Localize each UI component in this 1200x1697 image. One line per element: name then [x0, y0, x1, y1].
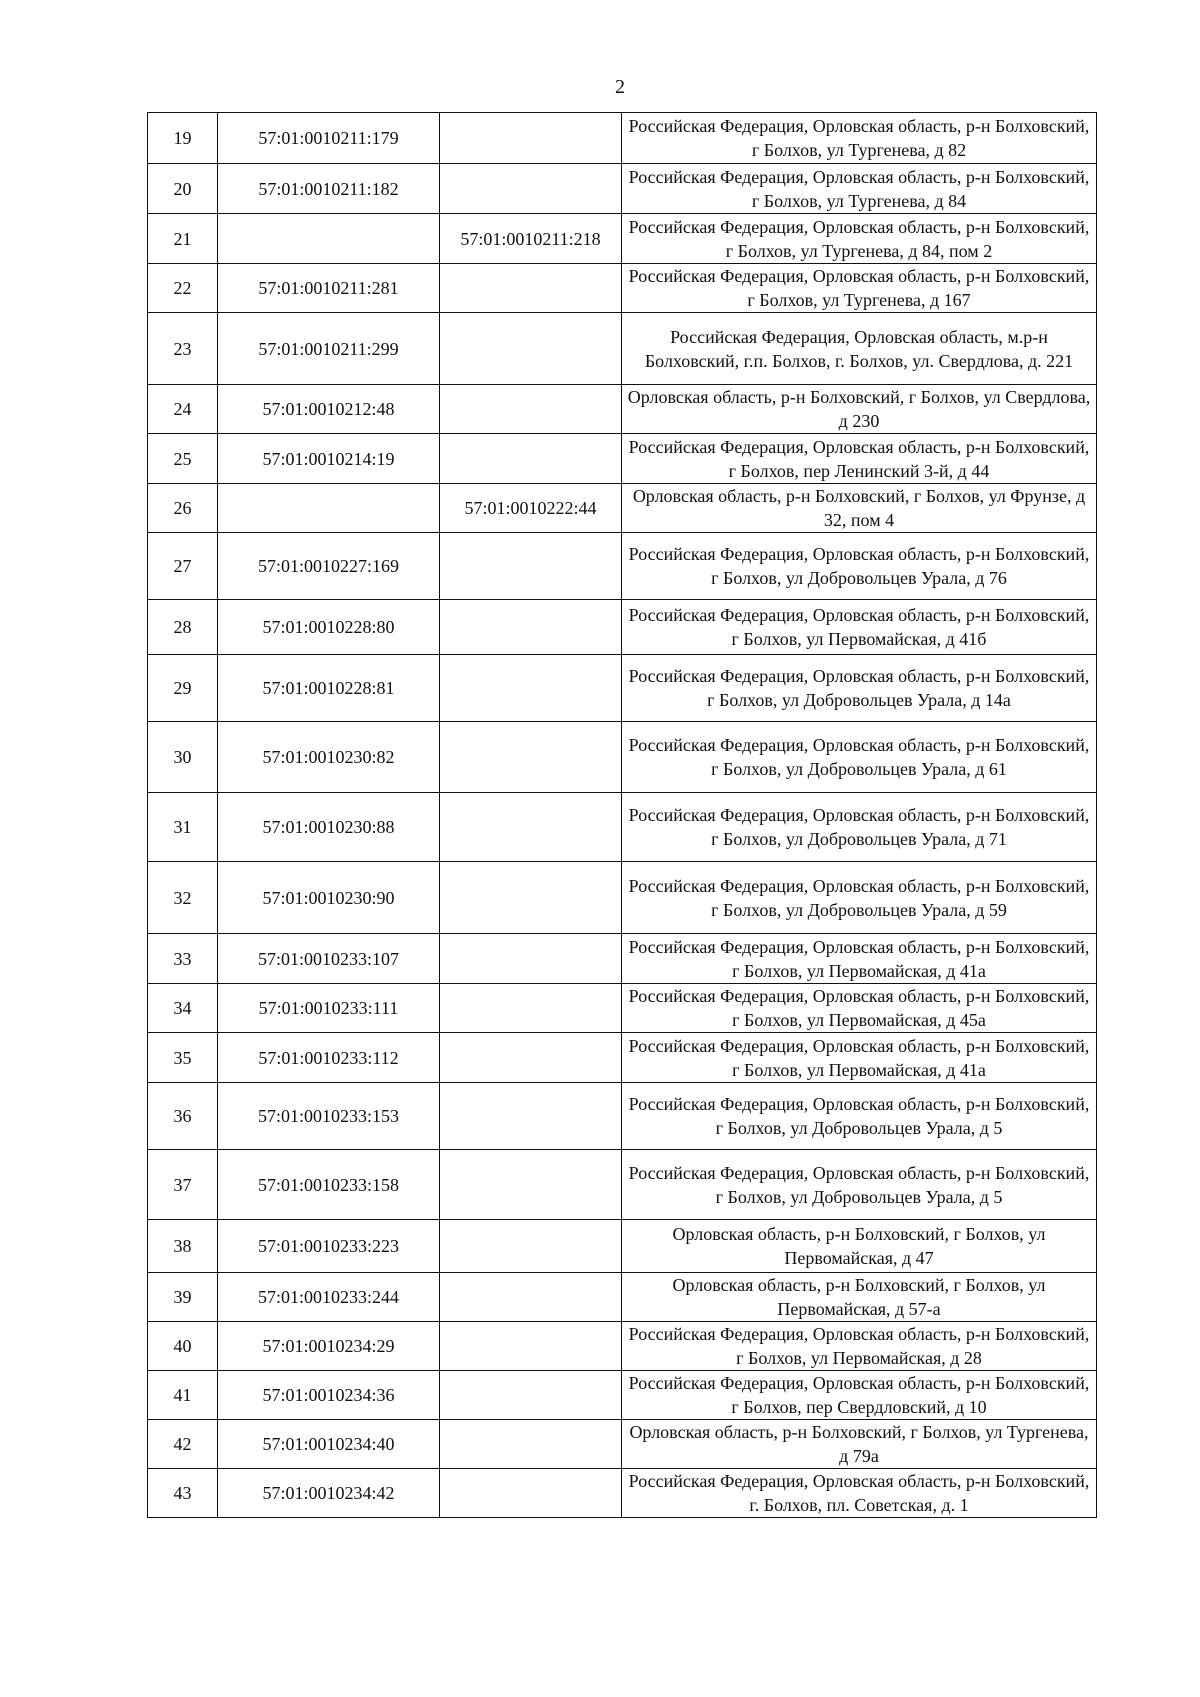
cadastral-room-cell — [440, 1150, 622, 1220]
cadastral-land-cell: 57:01:0010234:29 — [218, 1322, 440, 1371]
row-number-cell: 34 — [148, 984, 218, 1033]
address-cell: Российская Федерация, Орловская область, р-н Болховский, г Болхов, пер Ленинский 3-й, д 44 — [622, 434, 1097, 484]
address-cell: Российская Федерация, Орловская область, р-н Болховский, г Болхов, ул Добровольцев Урала, д 14а — [622, 655, 1097, 722]
address-cell: Российская Федерация, Орловская область, р-н Болховский, г Болхов, ул Добровольцев Урала, д 5 — [622, 1150, 1097, 1220]
table-row — [148, 1150, 1097, 1220]
cadastral-land-cell — [218, 214, 440, 264]
table-row — [148, 1420, 1097, 1469]
row-number-cell: 21 — [148, 214, 218, 264]
address-cell: Российская Федерация, Орловская область, р-н Болховский, г Болхов, ул Тургенева, д 84, пом 2 — [622, 214, 1097, 264]
address-cell: Российская Федерация, Орловская область, р-н Болховский, г Болхов, ул Добровольцев Урала, д 61 — [622, 722, 1097, 793]
address-cell: Орловская область, р-н Болховский, г Болхов, ул Свердлова, д 230 — [622, 385, 1097, 434]
row-number-cell: 33 — [148, 934, 218, 984]
table-row — [148, 862, 1097, 934]
cadastral-land-cell: 57:01:0010214:19 — [218, 434, 440, 484]
cadastral-land-cell: 57:01:0010230:90 — [218, 862, 440, 934]
address-cell: Российская Федерация, Орловская область, р-н Болховский, г Болхов, ул Первомайская, д 28 — [622, 1322, 1097, 1371]
address-cell: Российская Федерация, Орловская область, р-н Болховский, г Болхов, ул Тургенева, д 84 — [622, 164, 1097, 214]
row-number-cell: 22 — [148, 264, 218, 313]
table-row — [148, 385, 1097, 434]
cadastral-land-cell: 57:01:0010233:158 — [218, 1150, 440, 1220]
cadastral-room-cell — [440, 984, 622, 1033]
cadastral-room-cell — [440, 600, 622, 655]
cadastral-room-cell: 57:01:0010211:218 — [440, 214, 622, 264]
address-cell: Орловская область, р-н Болховский, г Болхов, ул Первомайская, д 57-а — [622, 1273, 1097, 1322]
table-row — [148, 1033, 1097, 1083]
cadastral-room-cell — [440, 164, 622, 214]
cadastral-room-cell — [440, 934, 622, 984]
cadastral-room-cell — [440, 1033, 622, 1083]
row-number-cell: 29 — [148, 655, 218, 722]
address-cell: Орловская область, р-н Болховский, г Болхов, ул Фрунзе, д 32, пом 4 — [622, 484, 1097, 533]
cadastral-room-cell — [440, 1469, 622, 1518]
table-row — [148, 533, 1097, 600]
address-cell: Российская Федерация, Орловская область, р-н Болховский, г Болхов, ул Добровольцев Урала, д 76 — [622, 533, 1097, 600]
registry-table — [147, 112, 1097, 1518]
row-number-cell: 31 — [148, 793, 218, 862]
cadastral-room-cell: 57:01:0010222:44 — [440, 484, 622, 533]
cadastral-land-cell: 57:01:0010230:88 — [218, 793, 440, 862]
row-number-cell: 28 — [148, 600, 218, 655]
table-row — [148, 1273, 1097, 1322]
table-row — [148, 934, 1097, 984]
cadastral-land-cell: 57:01:0010211:182 — [218, 164, 440, 214]
table-row — [148, 113, 1097, 164]
cadastral-land-cell: 57:01:0010234:40 — [218, 1420, 440, 1469]
cadastral-land-cell — [218, 484, 440, 533]
row-number-cell: 27 — [148, 533, 218, 600]
row-number-cell: 42 — [148, 1420, 218, 1469]
cadastral-room-cell — [440, 313, 622, 385]
cadastral-room-cell — [440, 533, 622, 600]
address-cell: Российская Федерация, Орловская область, р-н Болховский, г. Болхов, пл. Советская, д. 1 — [622, 1469, 1097, 1518]
cadastral-land-cell: 57:01:0010233:244 — [218, 1273, 440, 1322]
table-row — [148, 434, 1097, 484]
row-number-cell: 38 — [148, 1220, 218, 1273]
address-cell: Российская Федерация, Орловская область, р-н Болховский, г Болхов, пер Свердловский, д 10 — [622, 1371, 1097, 1420]
cadastral-room-cell — [440, 385, 622, 434]
row-number-cell: 30 — [148, 722, 218, 793]
cadastral-room-cell — [440, 862, 622, 934]
cadastral-room-cell — [440, 113, 622, 164]
table-row — [148, 164, 1097, 214]
address-cell: Российская Федерация, Орловская область, р-н Болховский, г Болхов, ул Добровольцев Урала, д 71 — [622, 793, 1097, 862]
cadastral-room-cell — [440, 1083, 622, 1150]
row-number-cell: 35 — [148, 1033, 218, 1083]
row-number-cell: 39 — [148, 1273, 218, 1322]
cadastral-room-cell — [440, 793, 622, 862]
row-number-cell: 26 — [148, 484, 218, 533]
row-number-cell: 37 — [148, 1150, 218, 1220]
cadastral-room-cell — [440, 722, 622, 793]
cadastral-land-cell: 57:01:0010227:169 — [218, 533, 440, 600]
table-row — [148, 655, 1097, 722]
row-number-cell: 36 — [148, 1083, 218, 1150]
address-cell: Российская Федерация, Орловская область, р-н Болховский, г Болхов, ул Первомайская, д 45а — [622, 984, 1097, 1033]
row-number-cell: 41 — [148, 1371, 218, 1420]
row-number-cell: 25 — [148, 434, 218, 484]
cadastral-land-cell: 57:01:0010212:48 — [218, 385, 440, 434]
cadastral-land-cell: 57:01:0010234:36 — [218, 1371, 440, 1420]
cadastral-land-cell: 57:01:0010233:111 — [218, 984, 440, 1033]
registry-rows — [148, 113, 1097, 1518]
address-cell: Российская Федерация, Орловская область, р-н Болховский, г Болхов, ул Добровольцев Урала, д 59 — [622, 862, 1097, 934]
cadastral-land-cell: 57:01:0010211:299 — [218, 313, 440, 385]
cadastral-room-cell — [440, 1420, 622, 1469]
cadastral-room-cell — [440, 1273, 622, 1322]
table-row — [148, 1371, 1097, 1420]
cadastral-room-cell — [440, 655, 622, 722]
cadastral-land-cell: 57:01:0010233:107 — [218, 934, 440, 984]
cadastral-room-cell — [440, 434, 622, 484]
cadastral-land-cell: 57:01:0010228:80 — [218, 600, 440, 655]
table-row — [148, 1083, 1097, 1150]
row-number-cell: 43 — [148, 1469, 218, 1518]
address-cell: Российская Федерация, Орловская область, р-н Болховский, г Болхов, ул Добровольцев Урала, д 5 — [622, 1083, 1097, 1150]
address-cell: Российская Федерация, Орловская область, р-н Болховский, г Болхов, ул Первомайская, д 41а — [622, 934, 1097, 984]
table-row — [148, 214, 1097, 264]
address-cell: Российская Федерация, Орловская область, м.р-н Болховский, г.п. Болхов, г. Болхов, ул. Свердлова, д. 221 — [622, 313, 1097, 385]
cadastral-room-cell — [440, 1220, 622, 1273]
table-row — [148, 600, 1097, 655]
cadastral-room-cell — [440, 1322, 622, 1371]
row-number-cell: 40 — [148, 1322, 218, 1371]
table-row — [148, 793, 1097, 862]
cadastral-land-cell: 57:01:0010234:42 — [218, 1469, 440, 1518]
cadastral-land-cell: 57:01:0010233:112 — [218, 1033, 440, 1083]
table-row — [148, 722, 1097, 793]
table-row — [148, 1469, 1097, 1518]
cadastral-land-cell: 57:01:0010211:179 — [218, 113, 440, 164]
address-cell: Российская Федерация, Орловская область, р-н Болховский, г Болхов, ул Тургенева, д 167 — [622, 264, 1097, 313]
table-row — [148, 1322, 1097, 1371]
cadastral-room-cell — [440, 264, 622, 313]
address-cell: Российская Федерация, Орловская область, р-н Болховский, г Болхов, ул Первомайская, д 41а — [622, 1033, 1097, 1083]
row-number-cell: 19 — [148, 113, 218, 164]
table-row — [148, 984, 1097, 1033]
row-number-cell: 24 — [148, 385, 218, 434]
cadastral-room-cell — [440, 1371, 622, 1420]
row-number-cell: 23 — [148, 313, 218, 385]
address-cell: Орловская область, р-н Болховский, г Болхов, ул Тургенева, д 79а — [622, 1420, 1097, 1469]
cadastral-land-cell: 57:01:0010233:223 — [218, 1220, 440, 1273]
address-cell: Орловская область, р-н Болховский, г Болхов, ул Первомайская, д 47 — [622, 1220, 1097, 1273]
table-row — [148, 1220, 1097, 1273]
row-number-cell: 20 — [148, 164, 218, 214]
table-row — [148, 484, 1097, 533]
cadastral-land-cell: 57:01:0010233:153 — [218, 1083, 440, 1150]
cadastral-land-cell: 57:01:0010211:281 — [218, 264, 440, 313]
address-cell: Российская Федерация, Орловская область, р-н Болховский, г Болхов, ул Тургенева, д 82 — [622, 113, 1097, 164]
address-cell: Российская Федерация, Орловская область, р-н Болховский, г Болхов, ул Первомайская, д 41б — [622, 600, 1097, 655]
page-number: 2 — [615, 76, 625, 98]
row-number-cell: 32 — [148, 862, 218, 934]
table-row — [148, 264, 1097, 313]
cadastral-land-cell: 57:01:0010228:81 — [218, 655, 440, 722]
table-row — [148, 313, 1097, 385]
cadastral-land-cell: 57:01:0010230:82 — [218, 722, 440, 793]
